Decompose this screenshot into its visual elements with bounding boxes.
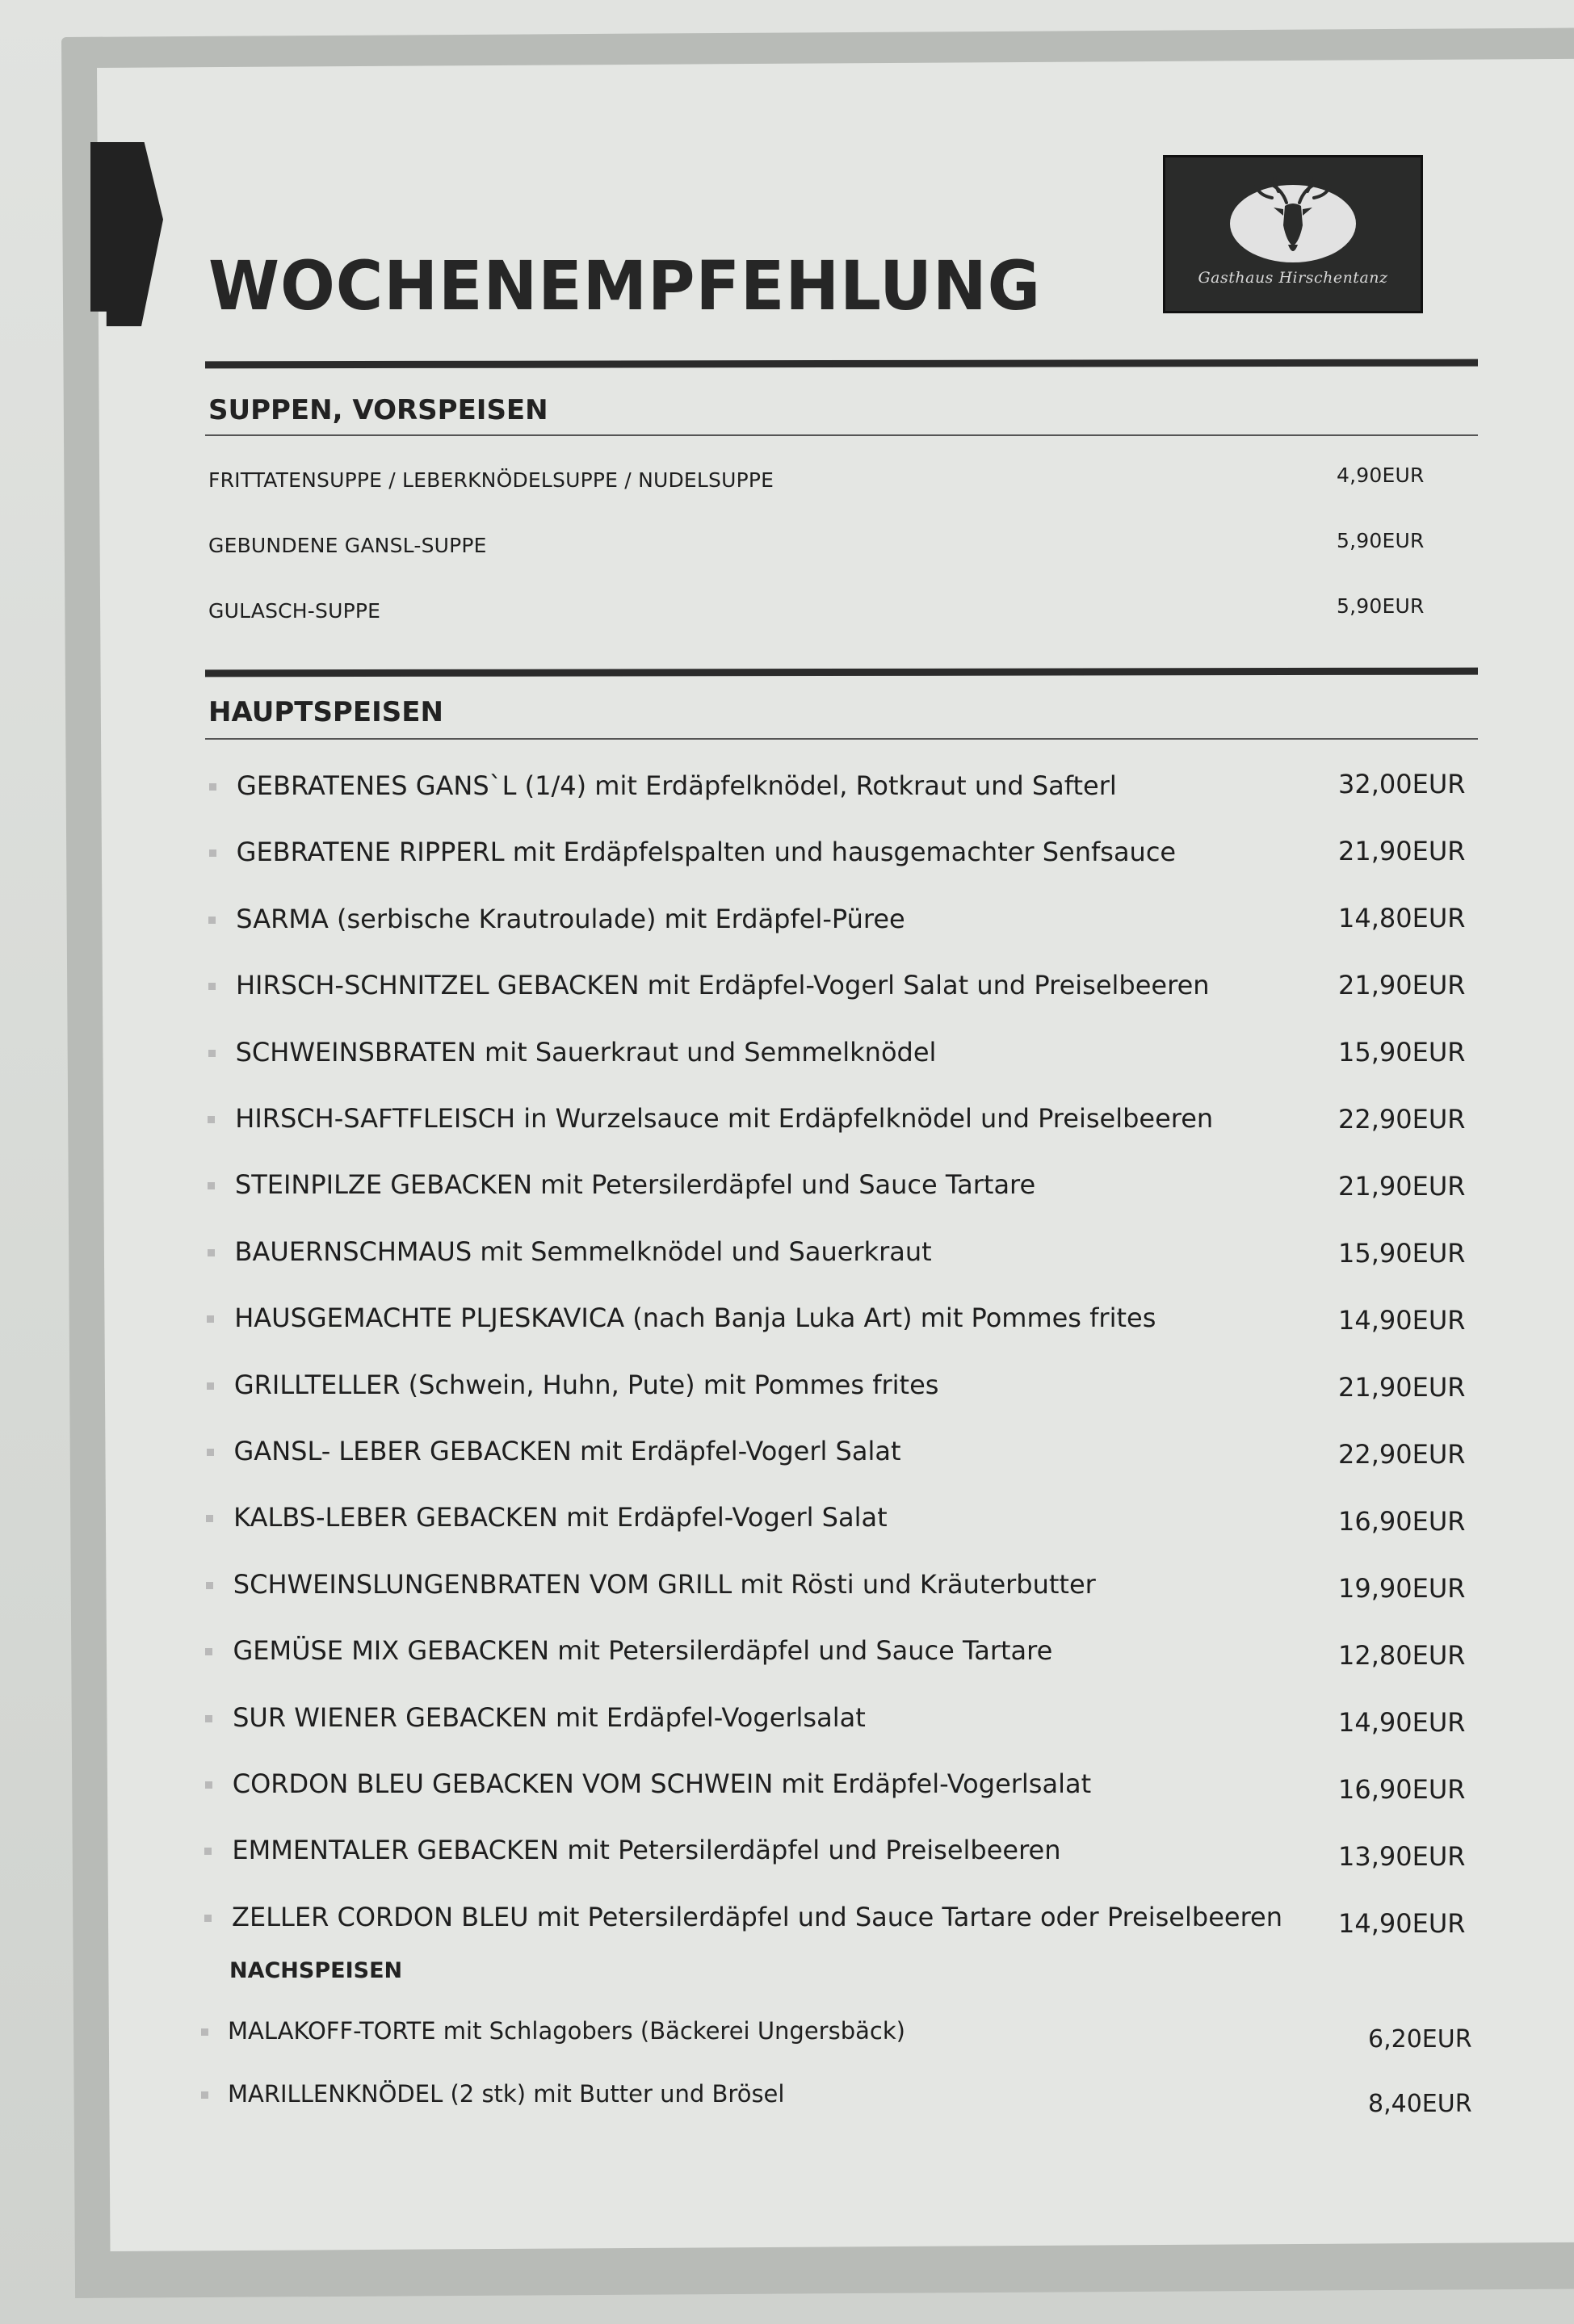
main-dish-name: HIRSCH-SCHNITZEL GEBACKEN mit Erdäpfel-Vogerl Salat und Preiselbeeren: [235, 970, 1210, 1001]
main-dish-row: [0, 837, 1574, 879]
main-dish-name: GRILLTELLER (Schwein, Huhn, Pute) mit Pommes frites: [233, 1369, 939, 1400]
main-dish-name: GANSL- LEBER GEBACKEN mit Erdäpfel-Vogerl Salat: [233, 1436, 901, 1466]
main-dish-name: SCHWEINSBRATEN mit Sauerkraut und Semmelknödel: [235, 1036, 937, 1068]
main-dish-name: HAUSGEMACHTE PLJESKAVICA (nach Banja Luka Art) mit Pommes frites: [234, 1303, 1156, 1334]
main-dish-name: ZELLER CORDON BLEU mit Petersilerdäpfel und Sauce Tartare oder Preiselbeeren: [232, 1901, 1282, 1932]
soup-item-row: [0, 529, 1574, 576]
soup-item-row: [0, 464, 1574, 510]
dessert-item-row: [0, 2080, 1574, 2122]
main-dish-price: 13,90EUR: [1338, 1840, 1466, 1872]
main-dish-row: [0, 1902, 1574, 1944]
main-dish-price: 16,90EUR: [1338, 1505, 1466, 1537]
main-dish-price: 19,90EUR: [1338, 1572, 1466, 1604]
main-dish-row: [0, 1303, 1574, 1344]
main-dish-price: 15,90EUR: [1338, 1237, 1466, 1269]
soup-item-price: 5,90EUR: [1337, 594, 1425, 618]
main-dish-price: 15,90EUR: [1338, 1036, 1466, 1068]
soup-item-price: 5,90EUR: [1337, 529, 1425, 552]
main-dish-row: [0, 1037, 1574, 1079]
bullet-marker: [208, 1249, 215, 1256]
main-dish-name: KALBS-LEBER GEBACKEN mit Erdäpfel-Vogerl Salat: [233, 1502, 888, 1533]
main-dish-price: 22,90EUR: [1338, 1104, 1466, 1135]
bullet-marker: [205, 1715, 212, 1722]
bullet-marker: [208, 1116, 215, 1123]
main-dish-price: 16,90EUR: [1338, 1774, 1466, 1805]
main-dish-row: [0, 1169, 1574, 1211]
main-dish-name: SARMA (serbische Krautroulade) mit Erdäpfel-Püree: [236, 903, 905, 934]
main-dish-row: [0, 1436, 1574, 1478]
soup-item-name: GEBUNDENE GANSL-SUPPE: [208, 534, 487, 557]
section-heading-desserts: NACHSPEISEN: [229, 1958, 403, 1983]
main-dish-name: HIRSCH-SAFTFLEISCH in Wurzelsauce mit Erdäpfelknödel und Preiselbeeren: [235, 1103, 1214, 1134]
bullet-marker: [209, 783, 216, 791]
main-dish-row: [0, 1502, 1574, 1544]
bullet-marker: [204, 1915, 212, 1922]
restaurant-logo: [1163, 155, 1423, 313]
main-dish-row: [0, 770, 1574, 812]
main-dish-price: 14,90EUR: [1338, 1706, 1466, 1738]
soups-divider: [205, 434, 1478, 436]
main-dish-row: [0, 1702, 1574, 1744]
main-dish-row: [0, 1635, 1574, 1677]
main-dish-name: GEBRATENES GANS`L (1/4) mit Erdäpfelknödel, Rotkraut und Safterl: [237, 770, 1117, 801]
main-dish-price: 14,90EUR: [1338, 1907, 1466, 1939]
main-dish-price: 21,90EUR: [1338, 970, 1466, 1000]
main-dish-price: 14,80EUR: [1338, 903, 1466, 933]
soup-item-price: 4,90EUR: [1337, 464, 1425, 487]
main-dish-name: CORDON BLEU GEBACKEN VOM SCHWEIN mit Erdäpfel-Vogerlsalat: [232, 1768, 1092, 1799]
bullet-marker: [204, 1848, 212, 1855]
soup-item-name: FRITTATENSUPPE / LEBERKNÖDELSUPPE / NUDELSUPPE: [208, 468, 774, 492]
main-dish-row: [0, 1370, 1574, 1412]
bullet-marker: [208, 983, 216, 990]
mains-divider: [205, 738, 1478, 740]
main-dish-name: SCHWEINSLUNGENBRATEN VOM GRILL mit Rösti und Kräuterbutter: [233, 1568, 1096, 1600]
main-dish-name: BAUERNSCHMAUS mit Semmelknödel und Sauerkraut: [234, 1235, 932, 1267]
main-dish-price: 14,90EUR: [1338, 1304, 1466, 1336]
soup-item-name: GULASCH-SUPPE: [208, 599, 381, 623]
main-dish-price: 32,00EUR: [1338, 769, 1466, 799]
main-dish-row: [0, 1835, 1574, 1877]
soup-item-row: [0, 594, 1574, 641]
logo-text: Gasthaus Hirschentanz: [1198, 269, 1388, 287]
main-dish-row: [0, 1236, 1574, 1278]
main-dish-price: 21,90EUR: [1338, 1371, 1466, 1403]
bullet-marker: [205, 1648, 212, 1655]
dessert-item-name: MARILLENKNÖDEL (2 stk) mit Butter und Brösel: [228, 2080, 785, 2108]
main-dish-price: 22,90EUR: [1338, 1439, 1466, 1470]
bullet-marker: [208, 1182, 215, 1189]
main-dish-name: EMMENTALER GEBACKEN mit Petersilerdäpfel und Preiselbeeren: [232, 1835, 1061, 1866]
main-dish-name: GEMÜSE MIX GEBACKEN mit Petersilerdäpfel und Sauce Tartare: [233, 1635, 1053, 1667]
main-dish-name: GEBRATENE RIPPERL mit Erdäpfelspalten und hausgemachter Senfsauce: [236, 837, 1177, 868]
bullet-marker: [208, 917, 216, 924]
bullet-marker: [205, 1781, 212, 1789]
bullet-marker: [208, 1050, 216, 1057]
dessert-item-name: MALAKOFF-TORTE mit Schlagobers (Bäckerei Ungersbäck): [228, 2017, 905, 2045]
main-dish-row: [0, 1569, 1574, 1611]
bullet-marker: [207, 1315, 214, 1323]
page-title: WOCHENEMPFEHLUNG: [208, 246, 1042, 325]
main-dish-row: [0, 904, 1574, 946]
deer-head-icon: [1165, 157, 1421, 311]
bullet-marker: [206, 1582, 213, 1589]
bullet-marker: [201, 2028, 208, 2036]
main-dish-price: 21,90EUR: [1338, 836, 1466, 866]
bullet-marker: [207, 1382, 214, 1390]
main-dish-price: 12,80EUR: [1338, 1639, 1466, 1671]
bullet-marker: [209, 849, 216, 857]
section-heading-soups: SUPPEN, VORSPEISEN: [208, 394, 548, 426]
section-heading-mains: HAUPTSPEISEN: [208, 696, 443, 728]
bullet-marker: [206, 1515, 213, 1522]
bullet-marker: [207, 1449, 214, 1456]
dessert-item-row: [0, 2017, 1574, 2059]
main-dish-row: [0, 1103, 1574, 1145]
main-dish-name: STEINPILZE GEBACKEN mit Petersilerdäpfel und Sauce Tartare: [234, 1169, 1036, 1201]
main-dish-price: 21,90EUR: [1338, 1170, 1466, 1202]
main-dish-row: [0, 970, 1574, 1012]
dessert-item-price: 8,40EUR: [1368, 2090, 1472, 2118]
main-dish-row: [0, 1768, 1574, 1810]
bullet-marker: [201, 2091, 208, 2099]
main-dish-name: SUR WIENER GEBACKEN mit Erdäpfel-Vogerlsalat: [233, 1701, 866, 1733]
dessert-item-price: 6,20EUR: [1368, 2025, 1472, 2053]
